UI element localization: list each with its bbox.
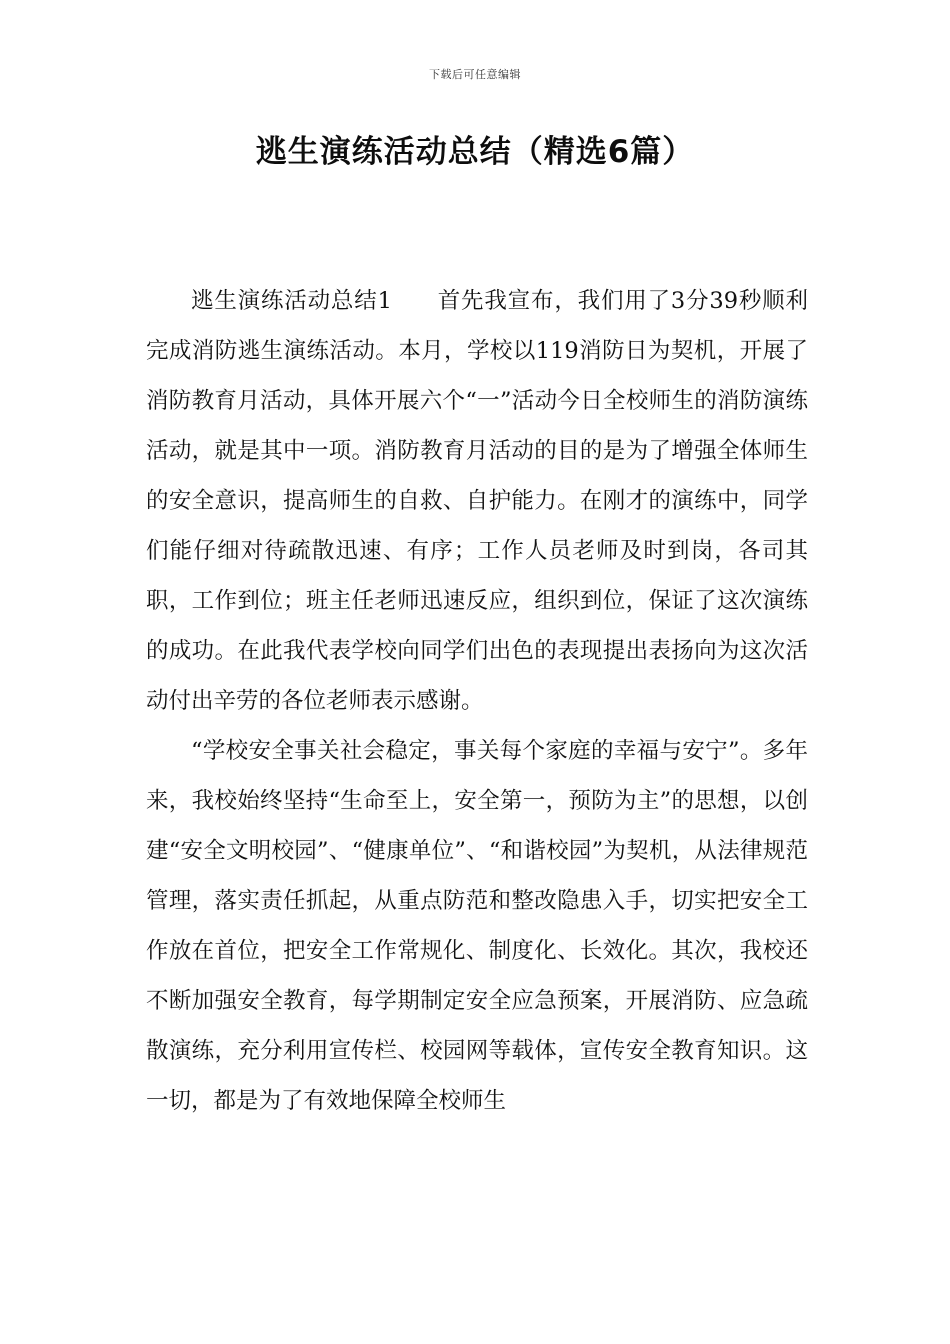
paragraph-text: 首先我宣布，我们用了3分39秒顺利完成消防逃生演练活动。本月，学校以119消防日为契机，开展了消防教育月活动，具体开展六个“一”活动今日全校师生的消防演练活动，就是其中一项。消防教育月活动的目的是为了增强全体师生的安全意识，提高师生的自救、自护能力。在刚才的演练中，同学们能仔细对待疏散迅速、有序；工作人员老师及时到岗，各司其职，工作到位；班主任老师迅速反应，组织到位，保证了这次演练的成功。在此我代表学校向同学们出色的表现提出表扬向为这次活动付出辛劳的各位老师表示感谢。 <box>146 288 808 714</box>
section-heading: 逃生演练活动总结1 <box>191 288 392 314</box>
document-title: 逃生演练活动总结（精选6篇） <box>255 134 695 170</box>
header-note: 下载后可任意编辑 <box>429 68 521 81</box>
paragraph-text: “学校安全事关社会稳定，事关每个家庭的幸福与安宁”。多年来，我校始终坚持“生命至上，安全第一，预防为主”的思想，以创建“安全文明校园”、“健康单位”、“和谐校园”为契机，从法律规范管理，落实责任抓起，从重点防范和整改隐患入手，切实把安全工作放在首位，把安全工作常规化、制度化、长效化。其次，我校还不断加强安全教育，每学期制定安全应急预案，开展消防、应急疏散演练，充分利用宣传栏、校园网等载体，宣传安全教育知识。这一切，都是为了有效地保障全校师生 <box>146 738 808 1114</box>
paragraph-2 <box>146 726 808 1126</box>
document-body <box>146 276 808 1126</box>
paragraph-1 <box>146 276 808 726</box>
